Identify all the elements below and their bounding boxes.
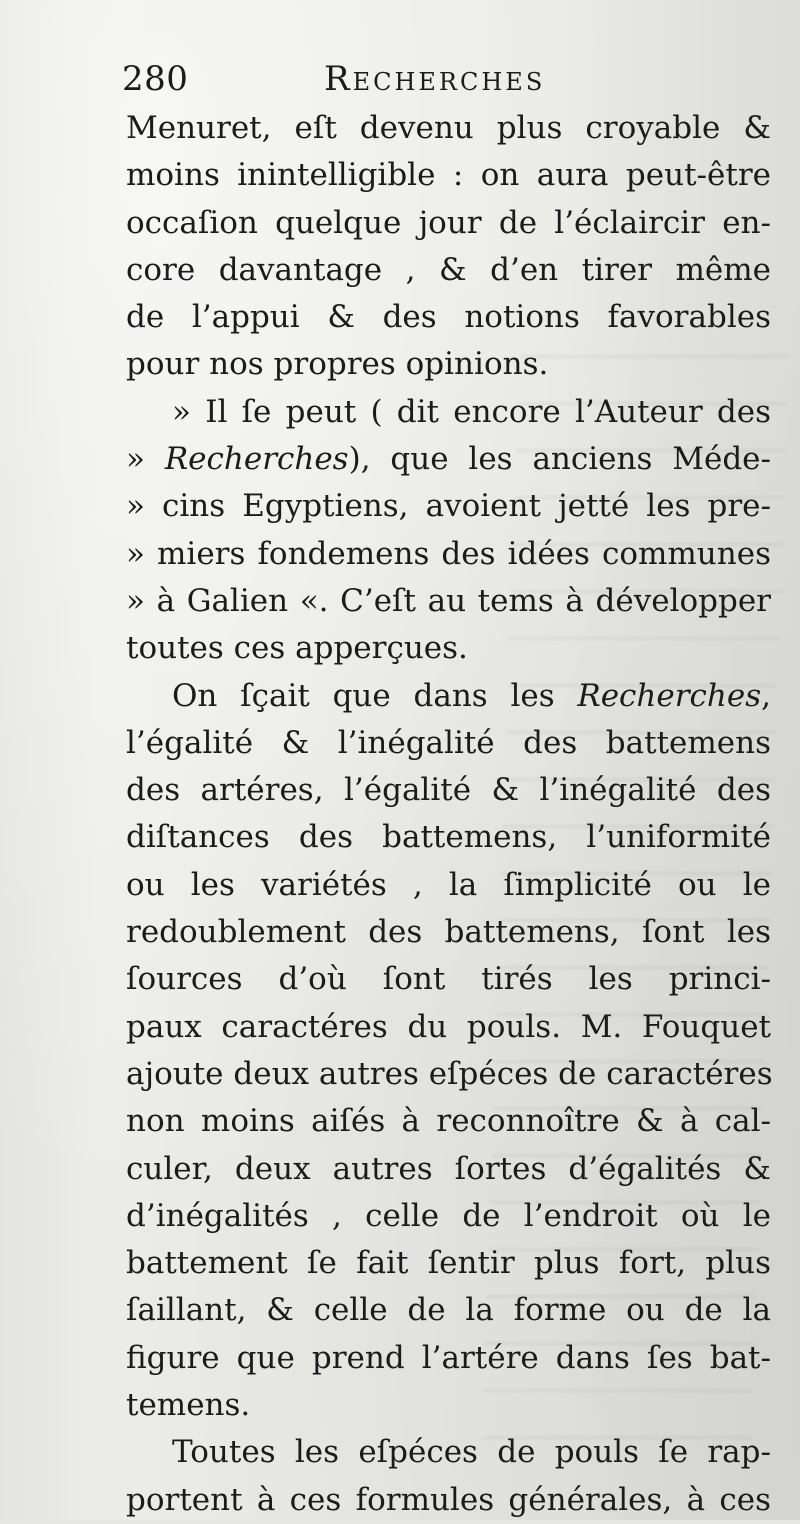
text-line: portent à ces formules générales, à ces — [126, 1481, 771, 1518]
text-line: d’inégalités , celle de l’endroit où le — [126, 1197, 771, 1234]
page-number: 280 — [122, 59, 189, 99]
quote-line: » cins Egyptiens, avoient jetté les pre- — [126, 488, 771, 525]
text-line: non moins aiſés à reconnoître & à cal- — [126, 1103, 771, 1140]
text-line: battement ſe fait ſentir plus fort, plus — [126, 1245, 771, 1282]
text-line: moins inintelligible : on aura peut-être — [126, 157, 771, 194]
quote-text: ), que les anciens Méde- — [348, 441, 771, 478]
text-line: ajoute deux autres eſpéces de caractéres — [126, 1055, 773, 1092]
text-line: Menuret, eſt devenu plus croyable & — [126, 110, 771, 146]
text-line: culer, deux autres ſortes d’égalités & — [126, 1150, 771, 1187]
text-line — [126, 673, 771, 720]
text-line: ſources d’où ſont tirés les princi- — [126, 961, 771, 998]
text-line: figure que prend l’artére dans ſes bat- — [126, 1339, 771, 1376]
text-line: des artéres, l’égalité & l’inégalité des — [126, 772, 771, 809]
text-line: ou les variétés , la ſimplicité ou le — [126, 866, 771, 903]
page-header — [122, 55, 772, 103]
quote-line: » Il ſe peut ( dit encore l’Auteur des — [172, 393, 771, 430]
text-line: occaſion quelque jour de l’éclaircir en- — [126, 204, 771, 241]
quote-line: » miers fondemens des idées communes — [126, 535, 771, 572]
text-line: paux caractéres du pouls. M. Fouquet — [126, 1008, 771, 1045]
text-line: de l’appui & des notions favorables — [126, 299, 771, 336]
text-line: ſaillant, & celle de la forme ou de la — [126, 1292, 771, 1329]
text-line: core davantage , & d’en tirer même — [126, 251, 771, 288]
text-fragment: On ſçait que dans les — [172, 677, 578, 714]
italic-title: Recherches — [577, 677, 762, 714]
text-fragment: , — [761, 677, 771, 714]
text-line: Toutes les eſpéces de pouls ſe rap- — [172, 1434, 771, 1471]
quote-line: » à Galien «. C’eſt au tems à développer — [126, 582, 771, 619]
body-text — [126, 105, 773, 1518]
text-line: redoublement des battemens, ſont les — [126, 914, 771, 951]
quote-mark: » — [126, 441, 145, 478]
text-line: toutes ces apperçues. — [126, 630, 468, 667]
text-line: diſtances des battemens, l’uniformité — [126, 819, 771, 856]
text-line: temens. — [126, 1387, 251, 1424]
italic-title: Recherches — [164, 441, 349, 478]
text-line: pour nos propres opinions. — [126, 346, 549, 383]
text-line: l’égalité & l’inégalité des battemens — [126, 724, 771, 761]
running-head: Recherches — [324, 59, 546, 99]
quote-line — [126, 436, 771, 483]
